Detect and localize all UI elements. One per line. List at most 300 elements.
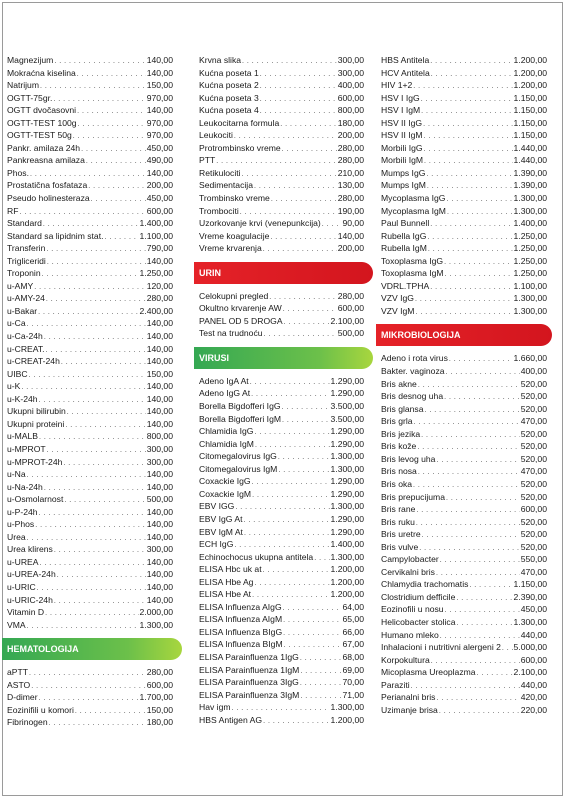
test-name: Bris glansa: [381, 403, 424, 414]
test-name: Coxackie IgG: [199, 476, 251, 487]
test-price: 520,00: [520, 453, 547, 464]
test-price: 600,00: [146, 205, 173, 216]
test-name: Inhalacioni i nutritivni alergeni 2: [381, 642, 501, 653]
price-row: [7, 255, 173, 268]
test-name: Troponin: [7, 268, 41, 279]
test-name: Adeno IgA At: [199, 375, 249, 386]
price-row: [199, 79, 364, 92]
test-price: 140,00: [146, 556, 173, 567]
price-row: [7, 167, 173, 180]
test-name: D-dimer: [7, 692, 38, 703]
test-name: RF: [7, 205, 19, 216]
test-name: Morbili IgG: [381, 142, 423, 153]
dot-leader: [436, 568, 520, 579]
price-row: [199, 230, 364, 243]
dot-leader: [278, 452, 330, 463]
price-row: [7, 154, 173, 167]
dot-leader: [44, 332, 146, 343]
dot-leader: [75, 706, 146, 717]
price-row: [199, 563, 364, 576]
dot-leader: [284, 640, 342, 651]
dot-leader: [436, 455, 519, 466]
section-header-hematologija: HEMATOLOGIJA: [2, 638, 182, 660]
test-price: 300,00: [337, 55, 364, 65]
dot-leader: [280, 119, 336, 130]
test-price: 140,00: [146, 67, 173, 78]
test-price: 1.700,00: [139, 692, 173, 703]
dot-leader: [252, 590, 329, 601]
price-row: [7, 380, 173, 393]
price-row: [7, 217, 173, 230]
dot-leader: [413, 480, 520, 491]
dot-leader: [44, 483, 146, 494]
dot-leader: [19, 207, 145, 218]
test-price: 69,00: [342, 664, 364, 675]
test-name: Mycoplasma IgG: [381, 193, 446, 204]
test-price: 67,00: [342, 639, 364, 650]
test-price: 140,00: [146, 356, 173, 367]
test-name: Bris grla: [381, 416, 413, 427]
dot-leader: [252, 490, 329, 501]
dot-leader: [254, 181, 337, 192]
test-name: Uzorkovanje krvi (venepunkcija): [199, 218, 321, 229]
test-price: 140,00: [146, 406, 173, 417]
test-name: u-Bakar: [7, 305, 38, 316]
test-price: 520,00: [520, 529, 547, 540]
dot-leader: [46, 294, 146, 305]
test-name: Leukocitarna formula: [199, 117, 280, 128]
test-name: Kućna poseta 2: [199, 80, 259, 91]
price-row: [199, 315, 364, 328]
test-price: 140,00: [146, 105, 173, 116]
price-row: [199, 327, 364, 340]
test-price: 1.300,00: [513, 293, 547, 304]
price-row: [381, 478, 547, 491]
dot-leader: [415, 294, 513, 305]
dot-leader: [282, 415, 330, 426]
dot-leader: [430, 219, 512, 230]
price-row: [199, 154, 364, 167]
price-row: [199, 689, 364, 702]
test-name: Okultno krvarenje AW: [199, 303, 282, 314]
dot-leader: [427, 232, 512, 243]
test-name: u-AMY-24: [7, 293, 45, 304]
price-row: [199, 651, 364, 664]
price-row: [381, 154, 547, 167]
price-row: [7, 142, 173, 155]
price-row: [7, 179, 173, 192]
test-price: 300,00: [146, 456, 173, 467]
dot-leader: [445, 605, 520, 616]
test-price: 140,00: [146, 506, 173, 517]
test-price: 470,00: [520, 566, 547, 577]
price-list: [381, 54, 547, 317]
test-price: 1.440,00: [513, 155, 547, 166]
dot-leader: [235, 502, 329, 513]
test-price: 520,00: [520, 391, 547, 402]
test-name: Fibrinogen: [7, 717, 48, 728]
dot-leader: [424, 156, 513, 167]
dot-leader: [67, 407, 146, 418]
dot-leader: [65, 420, 145, 431]
test-price: 420,00: [520, 692, 547, 703]
price-row: [199, 67, 364, 80]
dot-leader: [105, 232, 139, 243]
test-name: u-Na-24h: [7, 481, 43, 492]
dot-leader: [436, 693, 519, 704]
test-price: 550,00: [520, 554, 547, 565]
price-row: [381, 255, 547, 268]
dot-leader: [418, 467, 520, 478]
dot-leader: [260, 94, 337, 105]
test-name: HCV Antitela: [381, 67, 430, 78]
test-price: 1.290,00: [330, 388, 364, 399]
test-name: Bris kože: [381, 441, 417, 452]
dot-leader: [447, 207, 513, 218]
test-name: u-UREA-24h: [7, 569, 56, 580]
dot-leader: [457, 618, 513, 629]
dot-leader: [426, 169, 512, 180]
test-price: 1.290,00: [330, 426, 364, 437]
price-row: [199, 104, 364, 117]
test-name: Chlamydia trachomatis: [381, 579, 469, 590]
price-row: [199, 425, 364, 438]
test-price: 1.300,00: [330, 551, 364, 562]
test-name: ELISA Parainfluenza 1IgG: [199, 651, 299, 662]
price-row: [7, 418, 173, 431]
test-price: 490,00: [146, 155, 173, 166]
test-name: u-Ca-24h: [7, 331, 43, 342]
price-row: [7, 704, 173, 717]
price-row: [199, 375, 364, 388]
test-name: VDRL.TPHA: [381, 280, 430, 291]
dot-leader: [54, 56, 145, 67]
test-price: 2.390,00: [513, 591, 547, 602]
price-row: [381, 528, 547, 541]
dot-leader: [77, 106, 146, 117]
test-name: HBS Antigen AG: [199, 714, 263, 725]
dot-leader: [39, 693, 139, 704]
dot-leader: [411, 681, 520, 692]
test-price: 800,00: [337, 105, 364, 116]
test-price: 440,00: [520, 629, 547, 640]
dot-leader: [469, 580, 512, 591]
price-row: [7, 666, 173, 679]
price-row: [7, 468, 173, 481]
test-price: 90,00: [342, 218, 364, 229]
test-name: Vitamin D: [7, 607, 45, 618]
price-column-3: [381, 54, 547, 716]
test-name: HSV II IgG: [381, 117, 423, 128]
test-price: 520,00: [520, 428, 547, 439]
price-row: [381, 390, 547, 403]
dot-leader: [445, 269, 513, 280]
test-name: u-K: [7, 381, 21, 392]
dot-leader: [64, 495, 145, 506]
dot-leader: [428, 244, 513, 255]
test-name: Mycoplasma IgM: [381, 205, 446, 216]
dot-leader: [21, 382, 145, 393]
dot-leader: [419, 543, 519, 554]
test-name: Bris desnog uha: [381, 391, 444, 402]
dot-leader: [423, 119, 512, 130]
price-row: [381, 217, 547, 230]
test-price: 1.300,00: [330, 451, 364, 462]
test-name: Ukupni proteini: [7, 418, 65, 429]
test-name: u-P-24h: [7, 506, 38, 517]
test-price: 280,00: [337, 193, 364, 204]
test-price: 520,00: [520, 378, 547, 389]
price-row: [381, 142, 547, 155]
test-name: Echinochocus ukupna antitela: [199, 551, 314, 562]
test-price: 970,00: [146, 92, 173, 103]
price-row: [199, 217, 364, 230]
price-row: [7, 679, 173, 692]
test-price: 1.390,00: [513, 180, 547, 191]
dot-leader: [263, 716, 329, 727]
price-row: [381, 292, 547, 305]
dot-leader: [283, 628, 341, 639]
dot-leader: [37, 583, 146, 594]
dot-leader: [446, 367, 520, 378]
test-name: u-Ca: [7, 318, 26, 329]
dot-leader: [46, 345, 146, 356]
dot-leader: [502, 643, 513, 654]
test-price: 120,00: [146, 280, 173, 291]
test-name: Kućna poseta 3: [199, 92, 259, 103]
test-price: 200,00: [337, 243, 364, 254]
test-name: ELISA Influenza AIgM: [199, 614, 283, 625]
price-row: [381, 428, 547, 441]
test-name: OGTT-TEST 50g: [7, 130, 72, 141]
test-name: Bris nosa: [381, 466, 417, 477]
dot-leader: [57, 570, 146, 581]
test-name: u-CREAT-24h: [7, 356, 60, 367]
test-name: Bris oka: [381, 478, 413, 489]
test-price: 970,00: [146, 130, 173, 141]
dot-leader: [431, 656, 520, 667]
price-row: [199, 500, 364, 513]
test-price: 140,00: [146, 594, 173, 605]
test-price: 520,00: [520, 491, 547, 502]
dot-leader: [81, 144, 146, 155]
test-price: 140,00: [146, 569, 173, 580]
price-row: [7, 292, 173, 305]
price-row: [381, 465, 547, 478]
test-name: Toxoplasma IgG: [381, 255, 444, 266]
dot-leader: [34, 282, 145, 293]
dot-leader: [86, 156, 146, 167]
dot-leader: [477, 668, 513, 679]
test-name: ELISA Hbe Ag: [199, 576, 254, 587]
test-name: u-Na: [7, 469, 26, 480]
price-row: [381, 230, 547, 243]
dot-leader: [439, 706, 520, 717]
test-name: Uzimanje brisa: [381, 704, 438, 715]
test-price: 140,00: [146, 167, 173, 178]
price-row: [381, 516, 547, 529]
test-price: 470,00: [520, 466, 547, 477]
test-name: Paraziti: [381, 679, 410, 690]
test-price: 520,00: [520, 403, 547, 414]
test-price: 1.300,00: [513, 205, 547, 216]
price-row: [199, 701, 364, 714]
price-row: [199, 626, 364, 639]
test-name: ECH IgG: [199, 539, 234, 550]
dot-leader: [271, 194, 337, 205]
price-row: [381, 205, 547, 218]
test-price: 1.150,00: [513, 130, 547, 141]
dot-leader: [73, 131, 146, 142]
price-row: [381, 691, 547, 704]
dot-leader: [440, 555, 520, 566]
price-row: [7, 405, 173, 418]
price-row: [199, 714, 364, 727]
dot-leader: [234, 540, 329, 551]
dot-leader: [30, 169, 146, 180]
test-price: 1.100,00: [513, 280, 547, 291]
price-row: [199, 638, 364, 651]
dot-leader: [322, 219, 342, 230]
dot-leader: [456, 593, 512, 604]
test-name: Standard sa lipidnim stat.: [7, 230, 104, 241]
price-row: [381, 352, 547, 365]
test-price: 1.290,00: [330, 476, 364, 487]
price-row: [7, 117, 173, 130]
test-name: Natrijum: [7, 80, 39, 91]
test-price: 65,00: [342, 614, 364, 625]
test-name: VZV IgM: [381, 305, 415, 316]
dot-leader: [252, 477, 330, 488]
test-price: 140,00: [337, 230, 364, 241]
price-row: [7, 619, 173, 632]
test-price: 600,00: [520, 654, 547, 665]
dot-leader: [31, 681, 145, 692]
test-name: EBV IgG At: [199, 513, 243, 524]
dot-leader: [416, 518, 520, 529]
test-name: Mokraćna kiselina: [7, 67, 76, 78]
price-row: [381, 365, 547, 378]
test-name: UIBC: [7, 368, 28, 379]
dot-leader: [216, 156, 336, 167]
price-row: [199, 179, 364, 192]
test-price: 1.400,00: [330, 539, 364, 550]
dot-leader: [282, 144, 337, 155]
test-price: 300,00: [337, 67, 364, 78]
dot-leader: [270, 232, 336, 243]
dot-leader: [43, 219, 139, 230]
test-name: u-URIC-24h: [7, 594, 53, 605]
test-name: Magnezijum: [7, 55, 54, 65]
section-header-mikrobiologija: MIKROBIOLOGIJA: [376, 324, 552, 346]
test-price: 1.400,00: [139, 218, 173, 229]
dot-leader: [283, 304, 337, 315]
test-name: Bris rane: [381, 504, 416, 515]
price-row: [381, 192, 547, 205]
price-row: [381, 491, 547, 504]
dot-leader: [430, 282, 512, 293]
price-row: [381, 179, 547, 192]
price-row: [381, 654, 547, 667]
test-price: 68,00: [342, 651, 364, 662]
dot-leader: [29, 370, 146, 381]
test-name: Sedimentacija: [199, 180, 253, 191]
price-row: [199, 488, 364, 501]
price-row: [381, 616, 547, 629]
price-row: [199, 601, 364, 614]
test-price: 1.290,00: [330, 438, 364, 449]
price-row: [381, 117, 547, 130]
test-name: Pseudo holinesteraza: [7, 193, 90, 204]
test-name: HSV I IgM: [381, 105, 421, 116]
test-price: 280,00: [337, 290, 364, 301]
dot-leader: [269, 292, 336, 303]
test-price: 140,00: [146, 469, 173, 480]
dot-leader: [54, 545, 146, 556]
section-header-virusi: VIRUSI: [194, 347, 373, 369]
dot-leader: [88, 181, 145, 192]
dot-leader: [254, 578, 329, 589]
test-name: Cervikalni bris: [381, 566, 435, 577]
test-price: 970,00: [146, 117, 173, 128]
dot-leader: [250, 377, 330, 388]
test-price: 140,00: [146, 393, 173, 404]
price-row: [381, 578, 547, 591]
test-price: 64,00: [342, 601, 364, 612]
price-row: [381, 280, 547, 293]
dot-leader: [263, 565, 330, 576]
test-name: Citomegalovirus IgG: [199, 451, 277, 462]
price-row: [381, 566, 547, 579]
test-price: 5.000,00: [513, 642, 547, 653]
test-name: u-MALB: [7, 431, 39, 442]
test-name: Trombinsko vreme: [199, 193, 270, 204]
test-name: Adeno i rota virus: [381, 353, 448, 364]
test-name: u-AMY: [7, 280, 34, 291]
test-price: 280,00: [337, 155, 364, 166]
test-price: 140,00: [146, 481, 173, 492]
test-price: 200,00: [146, 180, 173, 191]
price-row: [381, 267, 547, 280]
test-name: ELISA Hbe At: [199, 589, 252, 600]
test-name: Bakter. vaginoza: [381, 366, 445, 377]
dot-leader: [234, 131, 337, 142]
test-name: u-UREA: [7, 556, 39, 567]
price-column-2: [199, 54, 364, 726]
test-price: 140,00: [146, 255, 173, 266]
test-price: 140,00: [146, 55, 173, 65]
test-price: 520,00: [520, 478, 547, 489]
test-name: EBV IgM At: [199, 526, 243, 537]
dot-leader: [421, 94, 513, 105]
test-price: 500,00: [146, 494, 173, 505]
test-price: 1.300,00: [330, 463, 364, 474]
price-list: [381, 352, 547, 716]
test-name: Bris uretre: [381, 529, 421, 540]
test-price: 500,00: [337, 328, 364, 339]
dot-leader: [244, 528, 330, 539]
price-row: [199, 463, 364, 476]
test-price: 140,00: [146, 318, 173, 329]
price-row: [7, 242, 173, 255]
dot-leader: [242, 169, 337, 180]
test-name: Krvna slika: [199, 55, 242, 65]
price-row: [7, 581, 173, 594]
dot-leader: [263, 244, 337, 255]
test-price: 1.300,00: [330, 702, 364, 713]
test-name: u-CREAT.: [7, 343, 45, 354]
dot-leader: [260, 106, 337, 117]
